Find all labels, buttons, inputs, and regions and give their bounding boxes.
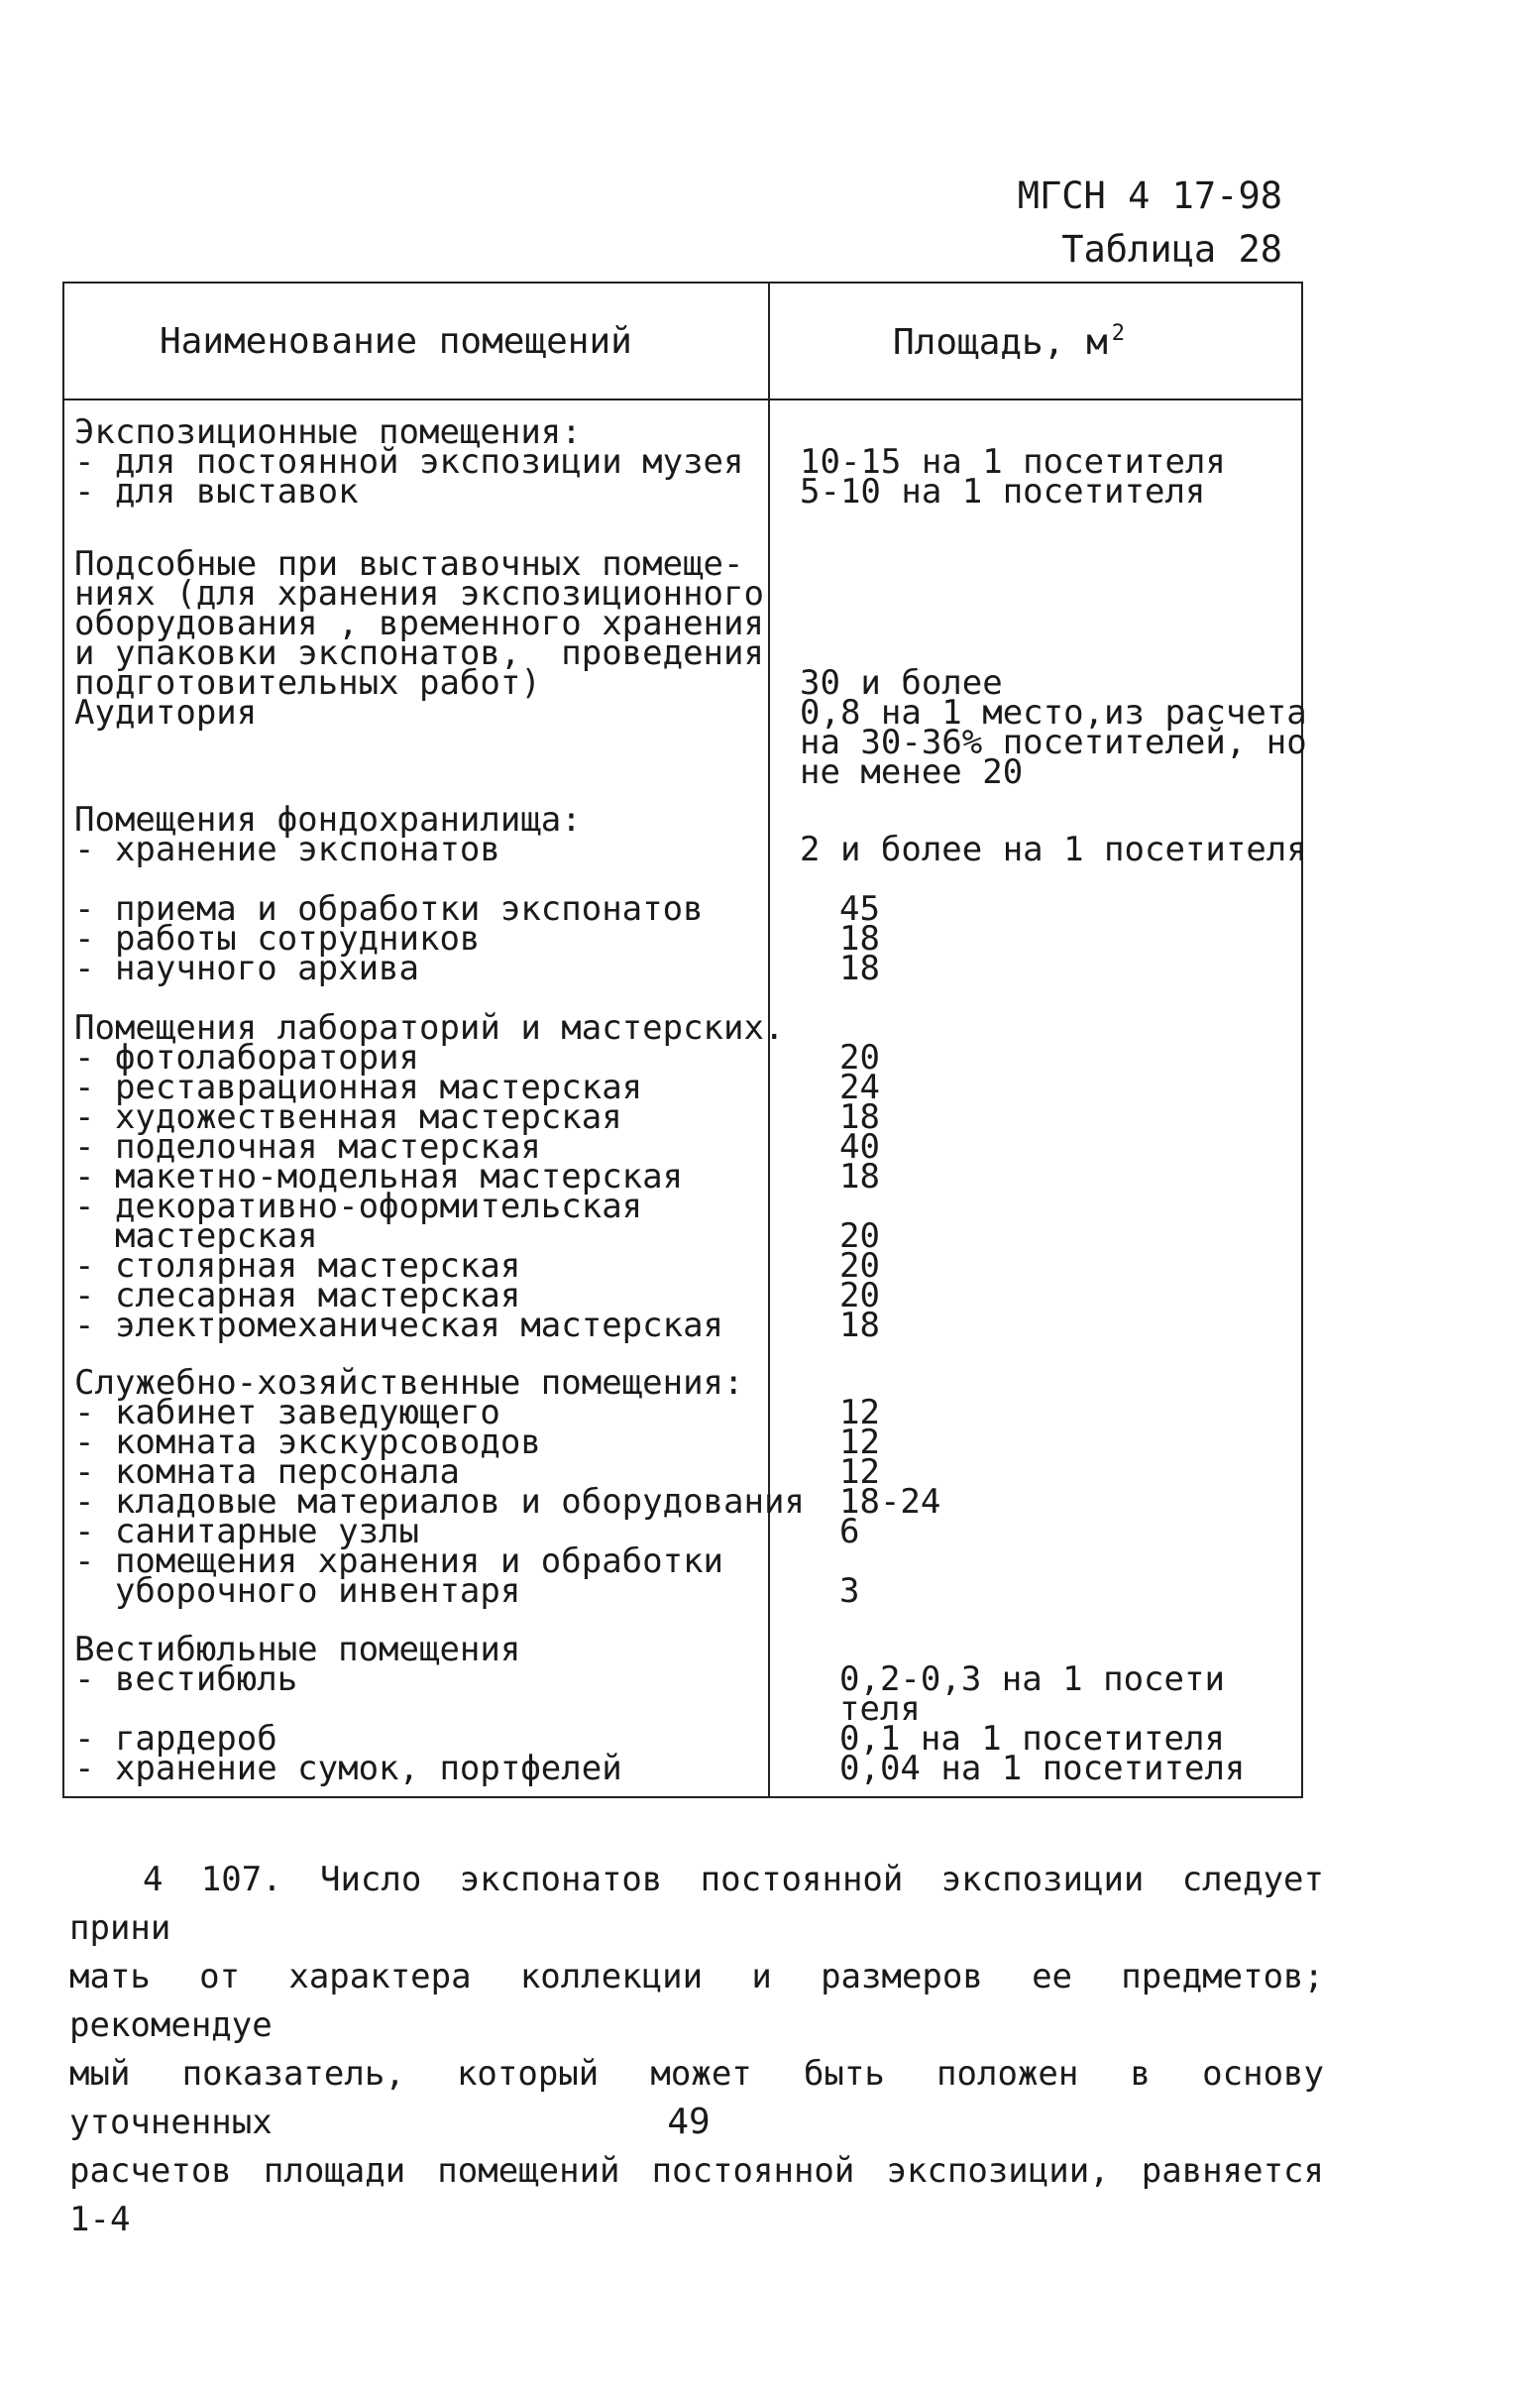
row-auxiliary-rooms-area: 30 и более <box>800 663 1003 703</box>
row-service-rooms-area: 12 12 12 18-24 6 3 <box>839 1393 941 1611</box>
column-header-room-name: Наименование помещений <box>160 321 632 362</box>
row-laboratories-name: Помещения лабораторий и мастерских. - фотолаборатория - реставрационная мастерская - художественная мастерская - поделочная мастерская - макетно-модельная мастерская - декоративно-оформительская мастерская - столярная мастерская - слесарная мастерская - электромеханическая мастерская <box>74 1008 785 1345</box>
row-exhibition-rooms-area: 10-15 на 1 посетителя 5-10 на 1 посетителя <box>800 442 1226 512</box>
row-storage-other-area: 45 18 18 <box>839 889 880 988</box>
rooms-area-table <box>62 282 1307 1798</box>
document-code: МГСН 4 17-98 <box>1017 174 1282 217</box>
column-header-area: Площадь, м $^2$ <box>893 321 1125 363</box>
row-storage-area: 2 и более на 1 посетителя <box>800 830 1307 869</box>
page-number: 49 <box>667 2102 711 2142</box>
row-auditorium-area: 0,8 на 1 место,из расчета на 30-36% посетителей, но не менее 20 <box>800 693 1307 792</box>
row-vestibule-area: 0,2-0,3 на 1 посети теля 0,1 на 1 посетителя 0,04 на 1 посетителя <box>839 1659 1246 1788</box>
body-paragraph <box>69 1856 1324 2244</box>
paragraph-line: мать от характера коллекции и размеров ее предметов; рекомендуе <box>69 1957 1324 2045</box>
row-service-rooms-name: Служебно-хозяйственные помещения: - кабинет заведующего - комната экскурсоводов - комната персонала - кладовые материалов и оборудования - санитарные узлы - помещения хранения и обработки уборочного инвентаря <box>74 1363 805 1611</box>
header-divider <box>64 399 1301 400</box>
row-storage-name: Помещения фондохранилища: - хранение экспонатов <box>74 800 582 869</box>
row-auxiliary-rooms-name: Подсобные при выставочных помеще- ниях (для хранения экспозиционного оборудования , временного хранения и упаковки экспонатов, проведения подготовительных работ) <box>74 544 764 703</box>
paragraph-line: расчетов площади помещений постоянной экспозиции, равняется 1-4 <box>69 2151 1324 2239</box>
area-unit-superscript: 2 <box>1111 321 1125 346</box>
row-exhibition-rooms-name: Экспозиционные помещения: - для постоянной экспозиции музея - для выставок <box>74 412 744 512</box>
row-laboratories-area: 20 24 18 40 18 20 20 20 18 <box>839 1038 880 1345</box>
row-vestibule-name: Вестибюльные помещения - вестибюль - гардероб - хранение сумок, портфелей <box>74 1630 622 1788</box>
paragraph-line: мый показатель, который может быть положен в основу уточненных <box>69 2054 1324 2142</box>
paragraph-line: 4 107. Число экспонатов постоянной экспозиции следует прини <box>69 1860 1324 1948</box>
row-auditorium-name: Аудитория <box>74 693 258 733</box>
row-storage-other-name: - приема и обработки экспонатов - работы сотрудников - научного архива <box>74 889 704 988</box>
table-number-label: Таблица 28 <box>1061 228 1282 271</box>
